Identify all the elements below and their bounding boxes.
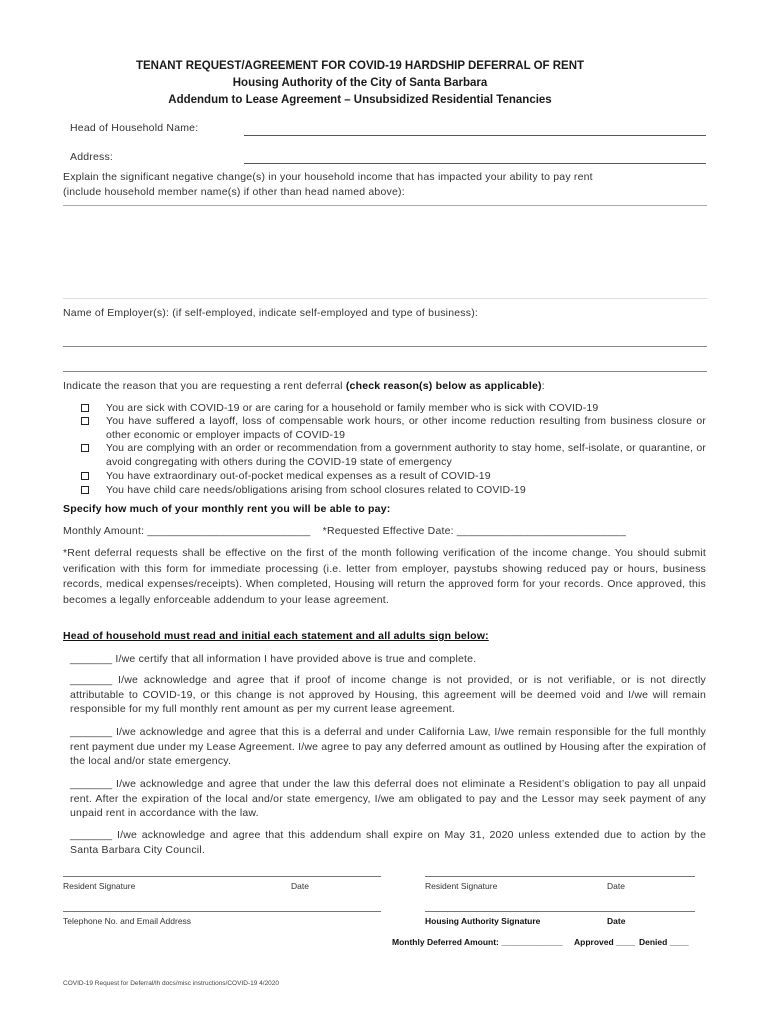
reason-item-2: You have suffered a layoff, loss of compensable work hours, or other income reduction resulting from business closure or other economic or employer impacts of COVID-19 <box>106 415 706 441</box>
reason-checkbox-4[interactable] <box>81 472 89 480</box>
deferred-amount-field[interactable]: Monthly Deferred Amount: _____________ <box>392 937 563 947</box>
reason-intro-colon: : <box>541 380 545 392</box>
monthly-amount-label: Monthly Amount: <box>63 525 145 537</box>
statement-text-3: I/we acknowledge and agree that this is a deferral and under California Law, I/we remain responsible for the full monthly rent payment due under my Lease Agreement. I/we agree to pay any deferred amount as outlined by Housing after the expiration of the local and/or state emergency. <box>70 726 706 767</box>
reason-item-4: You have extraordinary out-of-pocket medical expenses as a result of COVID-19 <box>106 470 491 482</box>
monthly-amount-field[interactable]: ___________________________ <box>147 525 311 537</box>
employer-field-line1[interactable] <box>63 346 707 347</box>
reason-intro-text: Indicate the reason that you are requesting a rent deferral <box>63 380 346 392</box>
initial-blank-4[interactable]: _______ <box>70 778 113 790</box>
reason-intro-bold: (check reason(s) below as applicable) <box>345 380 542 392</box>
telephone-email-line[interactable] <box>63 911 381 912</box>
explain-instruction-line1: Explain the significant negative change(s) in your household income that has impacted your ability to pay rent <box>63 171 593 183</box>
reason-checkbox-3[interactable] <box>81 444 89 452</box>
reason-checkbox-2[interactable] <box>81 417 89 425</box>
reason-item-1: You are sick with COVID-19 or are caring for a household or family member who is sick with COVID-19 <box>106 402 599 414</box>
resident2-date-label: Date <box>607 881 625 891</box>
initial-statement-5 <box>70 828 706 857</box>
initial-statement-2 <box>70 673 706 717</box>
initial-statement-3 <box>70 725 706 769</box>
address-field[interactable] <box>244 163 706 164</box>
payment-heading: Specify how much of your monthly rent you will be able to pay: <box>63 503 391 515</box>
employer-label: Name of Employer(s): (if self-employed, indicate self-employed and type of business): <box>63 307 479 319</box>
reason-item-3: You are complying with an order or recommendation from a government authority to stay home, self-isolate, or quarantine, or avoid congregating with others during the COVID-19 state of emergency <box>106 442 706 468</box>
head-of-household-field[interactable] <box>244 135 706 136</box>
housing-signature-label: Housing Authority Signature <box>425 916 541 926</box>
reason-checkbox-1[interactable] <box>81 404 89 412</box>
initial-blank-5[interactable]: _______ <box>70 829 113 841</box>
telephone-email-label: Telephone No. and Email Address <box>63 916 192 926</box>
page-footer: COVID-19 Request for Deferral/lh docs/misc instructions/COVID-19 4/2020 <box>63 980 280 987</box>
resident-date-label: Date <box>291 881 309 891</box>
deferral-note: *Rent deferral requests shall be effective on the first of the month following verification of the income change. You should submit verification with this form for immediate processing (i.e. letter from employer, paystubs showing reduced pay or hours, business records, medical expenses/receipts). When completed, Housing will return the approved form for your records. Once approved, this becomes a legally enforceable addendum to your lease agreement. <box>63 547 706 606</box>
head-of-household-label: Head of Household Name: <box>70 122 199 134</box>
resident2-signature-line[interactable] <box>425 876 695 877</box>
initial-statement-4 <box>70 777 706 821</box>
initial-blank-1[interactable]: _______ <box>70 653 113 665</box>
initial-statement-1 <box>70 652 706 668</box>
form-subtitle-addendum: Addendum to Lease Agreement – Unsubsidized Residential Tenancies <box>168 94 552 106</box>
statement-text-4: I/we acknowledge and agree that under the law this deferral does not eliminate a Resident’s obligation to pay all unpaid rent. After the expiration of the local and/or state emergency, I/we am obligated to pay and the Lessor may seek payment of any unpaid rent in accordance with the law. <box>70 778 706 819</box>
explain-field[interactable] <box>63 206 707 298</box>
form-title: TENANT REQUEST/AGREEMENT FOR COVID-19 HARDSHIP DEFERRAL OF RENT <box>135 60 585 72</box>
statement-text-1: I/we certify that all information I have provided above is true and complete. <box>115 653 477 665</box>
form-subtitle-authority: Housing Authority of the City of Santa Barbara <box>232 77 488 89</box>
reason-checkbox-5[interactable] <box>81 486 89 494</box>
housing-date-label: Date <box>607 916 626 926</box>
statement-text-5: I/we acknowledge and agree that this addendum shall expire on May 31, 2020 unless extended due to action by the Santa Barbara City Council. <box>70 829 706 856</box>
explain-field-bottom-rule <box>63 298 707 299</box>
effective-date-label: *Requested Effective Date: <box>322 525 454 537</box>
resident-signature-label: Resident Signature <box>63 881 136 891</box>
initial-blank-3[interactable]: _______ <box>70 726 113 738</box>
monthly-amount-row <box>63 525 626 537</box>
effective-date-field[interactable]: ____________________________ <box>456 525 626 537</box>
housing-signature-line[interactable] <box>425 911 695 912</box>
approved-field[interactable]: Approved ____ <box>574 937 635 947</box>
initial-blank-2[interactable]: _______ <box>70 674 113 686</box>
resident-signature-line[interactable] <box>63 876 381 877</box>
reason-intro <box>63 380 545 392</box>
resident2-signature-label: Resident Signature <box>425 881 498 891</box>
denied-field[interactable]: Denied ____ <box>639 937 689 947</box>
statement-text-2: I/we acknowledge and agree that if proof of income change is not provided, or is not verifiable, or is not directly attributable to COVID-19, or this change is not approved by Housing, this agreement will be deemed void and I/we will remain responsible for my full monthly rent amount as per my current lease agreement. <box>70 674 706 715</box>
reason-item-5: You have child care needs/obligations arising from school closures related to COVID-19 <box>106 484 526 496</box>
address-label: Address: <box>70 151 114 163</box>
initials-heading: Head of household must read and initial each statement and all adults sign below: <box>63 630 489 642</box>
employer-field-line2[interactable] <box>63 371 707 372</box>
explain-instruction-line2: (include household member name(s) if other than head named above): <box>63 186 405 198</box>
